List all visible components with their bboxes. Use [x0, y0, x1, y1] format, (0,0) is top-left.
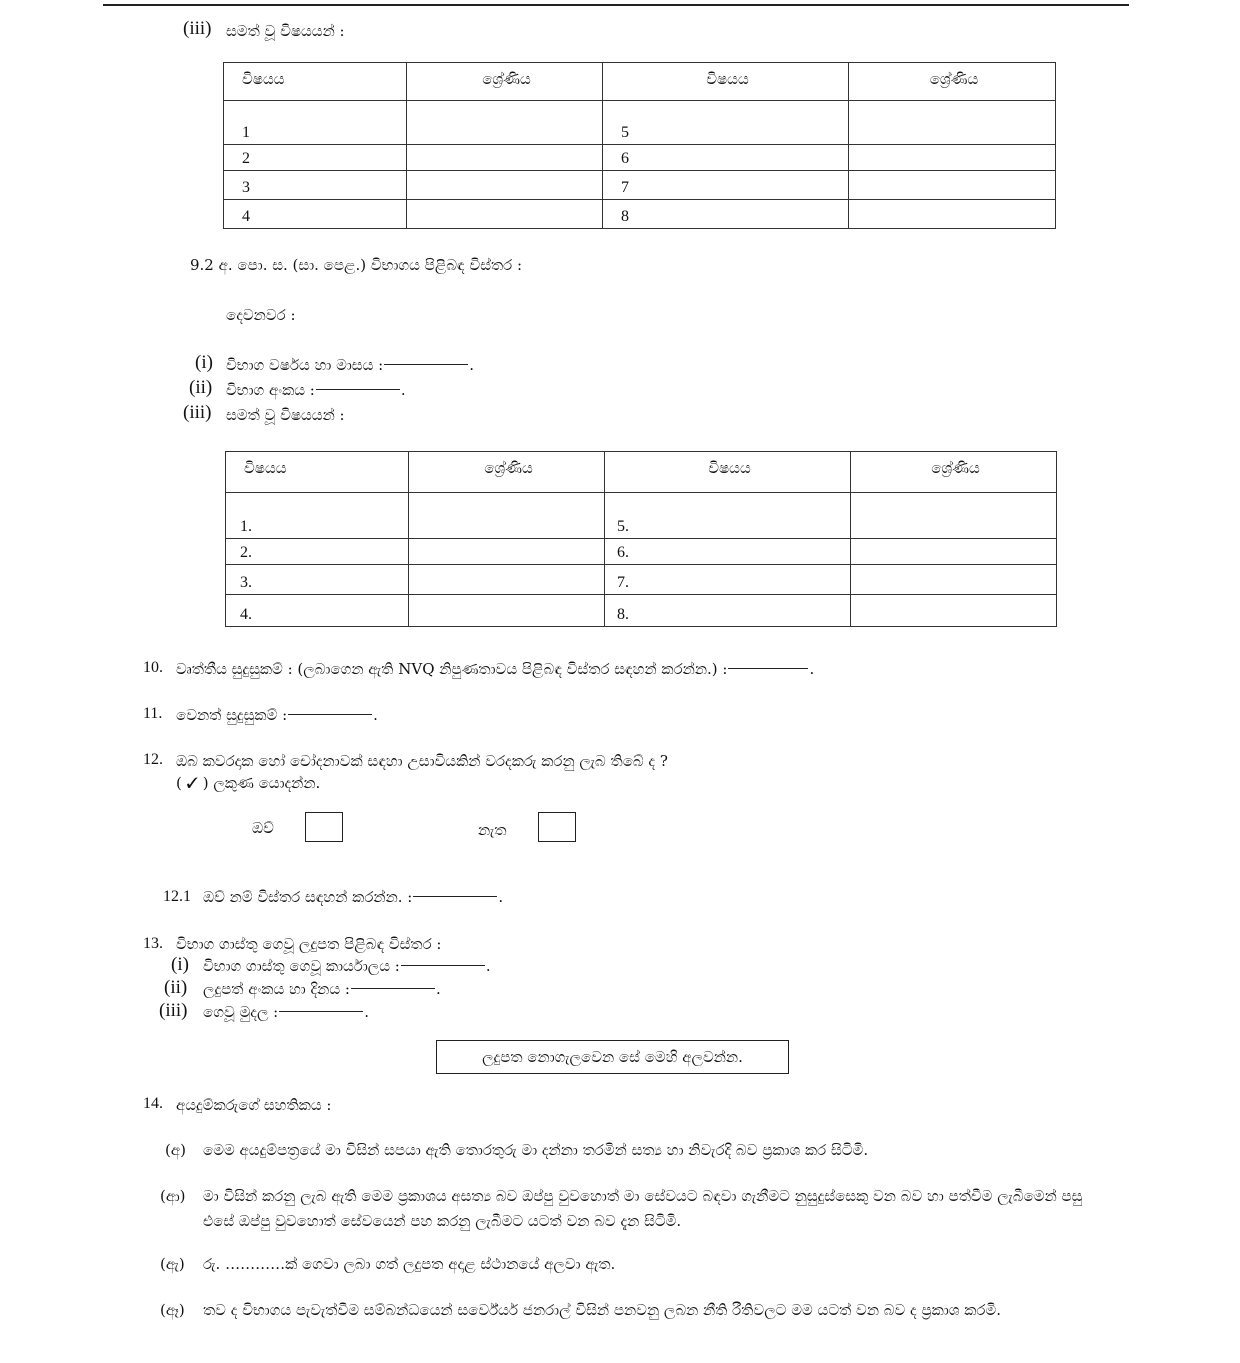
q10-number: 10. — [143, 659, 163, 676]
q13-i-text: විභාග ගාස්තු ගෙවූ කාර්යාලය : — [203, 957, 400, 975]
no-label: නැත — [478, 821, 507, 839]
receipt-paste-text: ලදුපත නොගැලවෙන සේ මෙහි අලවන්න. — [482, 1048, 743, 1066]
receipt-number-date-field[interactable] — [351, 988, 435, 989]
subject-number: 4 — [224, 200, 407, 229]
subject-number: 7. — [605, 565, 851, 595]
receipt-paste-notice — [436, 1040, 789, 1074]
q11-line: වෙනත් සුදුසුකම් : . — [176, 706, 378, 724]
header-subject: විෂයය — [226, 452, 409, 493]
s91-iii-label: (iii) — [183, 18, 212, 39]
q11-number: 11. — [143, 705, 163, 722]
subject-number: 2 — [224, 145, 407, 171]
table-row — [224, 200, 1056, 229]
subjects-table-1 — [223, 62, 1056, 229]
yes-checkbox[interactable] — [305, 812, 343, 842]
conviction-details-field[interactable] — [413, 896, 497, 897]
q10-text: වෘත්තීය සුදුසුකම් : (ලබාගෙන ඇති NVQ නිපුණතාවය පිළිබඳ විස්තර සඳහන් කරන්න.) : — [176, 660, 728, 678]
grade-cell — [851, 565, 1057, 595]
q13-iii-label: (iii) — [159, 1000, 188, 1021]
q13-ii-line: ලදුපත් අංකය හා දිනය : . — [203, 980, 441, 998]
s92-i-label: (i) — [195, 352, 213, 373]
s92-i-text: විභාග වර්ෂය හා මාසය : — [226, 356, 384, 374]
header-subject: විෂයය — [603, 63, 849, 101]
other-qualifications-field[interactable] — [288, 714, 372, 715]
grade-cell — [851, 539, 1057, 565]
q13-ii-label: (ii) — [164, 977, 188, 998]
header-grade: ශ්‍රේණිය — [849, 63, 1056, 101]
vocational-qualifications-field[interactable] — [728, 668, 808, 669]
q14-a-label: (අ) — [165, 1141, 186, 1159]
q13-text: විභාග ගාස්තු ගෙවූ ලදුපත පිළිබඳ විස්තර : — [176, 935, 442, 953]
exam-year-month-field[interactable] — [384, 364, 468, 365]
q14-b-label: (ආ) — [160, 1187, 186, 1205]
q12-1-number: 12.1 — [163, 888, 191, 905]
grade-cell — [409, 595, 605, 627]
s92-ii-label: (ii) — [189, 377, 213, 398]
header-grade: ශ්‍රේණිය — [407, 63, 603, 101]
s91-iii-text: සමත් වූ විෂයයන් : — [226, 22, 345, 40]
q14-text: අයදුම්කරුගේ සහතිකය : — [176, 1096, 332, 1114]
subject-number: 1 — [224, 101, 407, 145]
header-subject: විෂයය — [224, 63, 407, 101]
subject-number: 5 — [603, 101, 849, 145]
q13-iii-text: ගෙවූ මුදල : — [203, 1003, 279, 1021]
q13-i-line: විභාග ගාස්තු ගෙවූ කාර්යාලය : . — [203, 957, 491, 975]
grade-cell — [849, 200, 1056, 229]
grade-cell — [849, 145, 1056, 171]
grade-cell — [409, 539, 605, 565]
q13-i-label: (i) — [171, 954, 189, 975]
q12-1-text: ඔව් නම් විස්තර සඳහන් කරන්න. : — [203, 888, 413, 906]
subjects-table-2 — [225, 451, 1057, 627]
q11-text: වෙනත් සුදුසුකම් : — [176, 706, 288, 724]
subject-number: 3. — [226, 565, 409, 595]
q14-d-text: තව ද විභාගය පැවැත්වීම සම්බන්ධයෙන් සර්වේයර් ජනරාල් විසින් පනවනු ලබන නීති රීතිවලට මම යටත් වන බව ද ප්‍රකාශ කරමි. — [203, 1301, 1002, 1319]
exam-index-field[interactable] — [316, 389, 400, 390]
table-row — [226, 595, 1057, 627]
s92-iii-label: (iii) — [183, 402, 212, 423]
q13-iii-line: ගෙවූ මුදල : . — [203, 1003, 369, 1021]
subject-number: 4. — [226, 595, 409, 627]
subject-number: 1. — [226, 493, 409, 539]
q12-tick-note: ( ✓ ) ලකුණ යොදන්න. — [176, 774, 321, 792]
subject-number: 8 — [603, 200, 849, 229]
q12-1-line: ඔව් නම් විස්තර සඳහන් කරන්න. : . — [203, 888, 504, 906]
subject-number: 6. — [605, 539, 851, 565]
grade-cell — [409, 493, 605, 539]
subject-number: 2. — [226, 539, 409, 565]
q14-a-text: මෙම අයදුම්පත්‍රයේ මා විසින් සපයා ඇති තොරතුරු මා දන්නා තරමින් සත්‍ය හා නිවැරදි බව ප්‍රකාශ කර සිටිමි. — [203, 1141, 869, 1159]
grade-cell — [849, 101, 1056, 145]
table-row — [226, 565, 1057, 595]
q12-number: 12. — [143, 751, 163, 768]
q12-text: ඔබ කවරදාක හෝ චෝදනාවක් සඳහා උසාවියකින් වරදකරු කරනු ලැබ තිබේ ද ? — [176, 752, 668, 770]
subject-number: 8. — [605, 595, 851, 627]
no-checkbox[interactable] — [538, 812, 576, 842]
grade-cell — [849, 171, 1056, 200]
header-grade: ශ්‍රේණිය — [409, 452, 605, 493]
table-row — [224, 145, 1056, 171]
table-row — [226, 493, 1057, 539]
header-grade: ශ්‍රේණිය — [851, 452, 1057, 493]
q14-b-text: මා විසින් කරනු ලැබ ඇති මෙම ප්‍රකාශය අසත්‍ය බව ඔප්පු වුවහොත් මා සේවයට බඳවා ගැනීමට නුසුදුස්සෙකු වන බව හා පත්වීම ලැබීමෙන් පසු එසේ ඔප්පු වුවහොත් සේවයෙන් පහ කරනු ලැබීමට යටත් වන බව දැන සිටිමි. — [203, 1187, 1083, 1230]
s92-iii-text: සමත් වූ විෂයයන් : — [226, 406, 345, 424]
grade-cell — [851, 493, 1057, 539]
subject-number: 5. — [605, 493, 851, 539]
grade-cell — [851, 595, 1057, 627]
subject-number: 7 — [603, 171, 849, 200]
header-subject: විෂයය — [605, 452, 851, 493]
grade-cell — [407, 171, 603, 200]
amount-paid-field[interactable] — [279, 1011, 363, 1012]
grade-cell — [409, 565, 605, 595]
grade-cell — [407, 145, 603, 171]
table-row — [224, 171, 1056, 200]
q14-c-label: (ඇ) — [160, 1255, 185, 1273]
q14-number: 14. — [143, 1095, 163, 1112]
table-row — [226, 539, 1057, 565]
s92-i-line: විභාග වර්ෂය හා මාසය : . — [226, 356, 474, 374]
q13-ii-text: ලදුපත් අංකය හා දිනය : — [203, 980, 350, 998]
s92-ii-text: විභාග අංකය : — [226, 381, 315, 399]
q14-c-text: රු. …………ක් ගෙවා ලබා ගත් ලදුපත අදාළ ස්ථානයේ අලවා ඇත. — [203, 1255, 616, 1273]
s92-ii-line: විභාග අංකය : . — [226, 381, 406, 399]
grade-cell — [407, 200, 603, 229]
s92-second-sitting: දෙවනවර : — [226, 306, 296, 324]
q10-line: වෘත්තීය සුදුසුකම් : (ලබාගෙන ඇති NVQ නිපුණතාවය පිළිබඳ විස්තර සඳහන් කරන්න.) : . — [176, 660, 815, 678]
q14-d-label: (ඈ) — [160, 1301, 185, 1319]
s92-heading: 9.2 අ. පො. ස. (සා. පෙළ.) විභාගය පිළිබඳ විස්තර : — [190, 256, 523, 274]
subject-number: 6 — [603, 145, 849, 171]
grade-cell — [407, 101, 603, 145]
table-row — [224, 101, 1056, 145]
q13-number: 13. — [143, 935, 163, 952]
yes-label: ඔව් — [252, 819, 274, 837]
fee-office-field[interactable] — [401, 965, 485, 966]
subject-number: 3 — [224, 171, 407, 200]
top-rule — [103, 4, 1129, 6]
